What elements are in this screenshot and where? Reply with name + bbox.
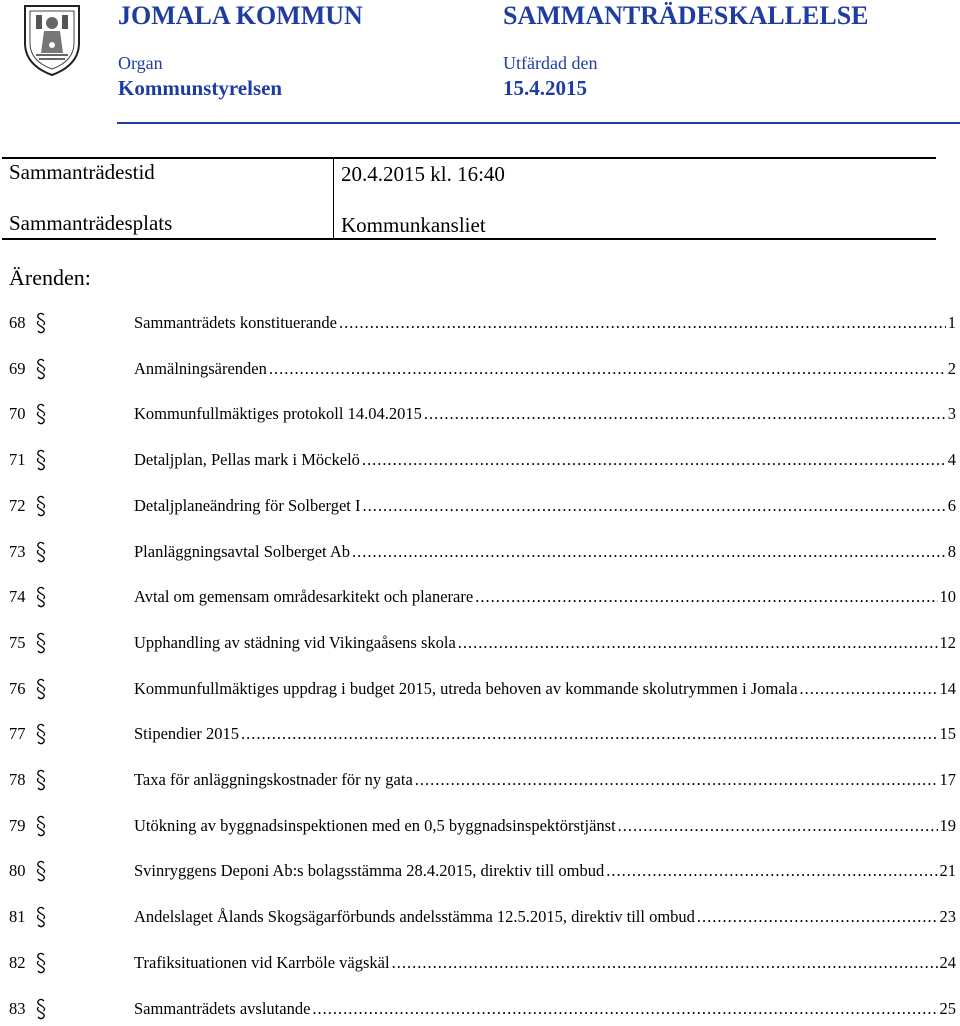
agenda-item-page: 8 xyxy=(947,542,956,561)
dot-leader xyxy=(362,450,946,470)
agenda-item-number: 78 xyxy=(9,770,26,789)
agenda-item-title: Stipendier 2015 xyxy=(134,724,239,743)
agenda-item-number: 82 xyxy=(9,953,26,972)
section-sign-icon xyxy=(34,632,48,654)
agenda-item-page: 3 xyxy=(947,404,956,423)
agenda-item-number: 68 xyxy=(9,313,26,332)
issued-date: 15.4.2015 xyxy=(503,76,587,100)
section-sign-icon xyxy=(34,678,48,700)
agenda-item-number: 79 xyxy=(9,816,26,835)
agenda-item-title: Sammanträdets avslutande xyxy=(134,999,311,1018)
agenda-item-page: 19 xyxy=(939,816,956,835)
agenda-item xyxy=(9,496,956,522)
agenda-item-title: Avtal om gemensam områdesarkitekt och planerare xyxy=(134,587,474,606)
agenda-item-number: 77 xyxy=(9,724,26,743)
coat-of-arms-logo xyxy=(22,3,82,77)
section-sign-icon xyxy=(34,495,48,517)
agenda-item-page: 15 xyxy=(939,724,956,743)
agenda-item-number: 83 xyxy=(9,999,26,1018)
agenda-item-number: 73 xyxy=(9,542,26,561)
agenda-item-title: Detaljplaneändring för Solberget I xyxy=(134,496,361,515)
agenda-item-title: Taxa för anläggningskostnader för ny gata xyxy=(134,770,413,789)
agenda-item xyxy=(9,404,956,430)
dot-leader xyxy=(352,542,946,562)
agenda-item-number: 69 xyxy=(9,359,26,378)
dot-leader xyxy=(415,770,938,790)
agenda-item-title: Svinryggens Deponi Ab:s bolagsstämma 28.4.2015, direktiv till ombud xyxy=(134,861,605,880)
issued-label: Utfärdad den xyxy=(503,53,598,73)
agenda-item xyxy=(9,313,956,339)
agenda-item-page: 10 xyxy=(939,587,956,606)
agenda-item-title: Utökning av byggnadsinspektionen med en 0,5 byggnadsinspektörstjänst xyxy=(134,816,616,835)
section-sign-icon xyxy=(34,403,48,425)
agenda-item-page: 1 xyxy=(947,313,956,332)
agenda-item xyxy=(9,816,956,842)
document-type-title: SAMMANTRÄDESKALLELSE xyxy=(503,1,869,30)
agenda-item xyxy=(9,587,956,613)
meeting-place-label: Sammanträdesplats xyxy=(9,211,173,235)
agenda-item-title: Planläggningsavtal Solberget Ab xyxy=(134,542,351,561)
agenda-item-title: Kommunfullmäktiges protokoll 14.04.2015 xyxy=(134,404,422,423)
section-sign-icon xyxy=(34,952,48,974)
agenda-item-number: 76 xyxy=(9,679,26,698)
dot-leader xyxy=(800,679,938,699)
meeting-time-value: 20.4.2015 kl. 16:40 xyxy=(341,162,505,186)
meeting-box-top-left xyxy=(2,157,333,159)
municipality-name: JOMALA KOMMUN xyxy=(118,1,363,30)
dot-leader xyxy=(458,633,938,653)
section-sign-icon xyxy=(34,815,48,837)
meeting-box-top-right xyxy=(333,157,936,159)
agenda-item-title: Trafiksituationen vid Karrböle vägskäl xyxy=(134,953,390,972)
section-sign-icon xyxy=(34,541,48,563)
agenda-item-page: 14 xyxy=(939,679,956,698)
agenda-item-page: 12 xyxy=(939,633,956,652)
agenda-item xyxy=(9,679,956,705)
section-sign-icon xyxy=(34,769,48,791)
agenda-item-number: 70 xyxy=(9,404,26,423)
agenda-item-number: 80 xyxy=(9,861,26,880)
agenda-item xyxy=(9,907,956,933)
agenda-item xyxy=(9,861,956,887)
section-sign-icon xyxy=(34,998,48,1020)
agenda-item-title: Kommunfullmäktiges uppdrag i budget 2015, utreda behoven av kommande skolutrymmen i Jomala xyxy=(134,679,798,698)
agenda-item-number: 81 xyxy=(9,907,26,926)
section-sign-icon xyxy=(34,449,48,471)
section-sign-icon xyxy=(34,358,48,380)
agenda-item-number: 72 xyxy=(9,496,26,515)
agenda-item-page: 6 xyxy=(947,496,956,515)
agenda-item xyxy=(9,724,956,750)
agenda-item-title: Sammanträdets konstituerande xyxy=(134,313,337,332)
agenda-item xyxy=(9,450,956,476)
agenda-item-page: 24 xyxy=(939,953,956,972)
organ-value: Kommunstyrelsen xyxy=(118,76,283,100)
dot-leader xyxy=(392,953,938,973)
header-rule xyxy=(117,122,960,124)
dot-leader xyxy=(697,907,938,927)
agenda-item xyxy=(9,633,956,659)
dot-leader xyxy=(475,587,937,607)
agenda-item-page: 23 xyxy=(939,907,956,926)
agenda-item xyxy=(9,953,956,979)
meeting-box-divider xyxy=(333,157,334,239)
agenda-item-number: 75 xyxy=(9,633,26,652)
dot-leader xyxy=(424,404,946,424)
agenda-item-page: 21 xyxy=(939,861,956,880)
dot-leader xyxy=(312,999,937,1019)
meeting-time-label: Sammanträdestid xyxy=(9,160,155,184)
agenda-item xyxy=(9,999,956,1025)
organ-label: Organ xyxy=(118,53,163,73)
meeting-box-bottom xyxy=(2,238,936,240)
dot-leader xyxy=(363,496,946,516)
agenda-item-title: Anmälningsärenden xyxy=(134,359,267,378)
agenda-item-number: 71 xyxy=(9,450,26,469)
agenda-item-title: Upphandling av städning vid Vikingaåsens skola xyxy=(134,633,456,652)
section-sign-icon xyxy=(34,906,48,928)
agenda-item-page: 2 xyxy=(947,359,956,378)
agenda-item xyxy=(9,542,956,568)
dot-leader xyxy=(339,313,946,333)
section-sign-icon xyxy=(34,312,48,334)
agenda-item-title: Detaljplan, Pellas mark i Möckelö xyxy=(134,450,360,469)
dot-leader xyxy=(269,359,946,379)
section-sign-icon xyxy=(34,723,48,745)
agenda-item-page: 25 xyxy=(939,999,956,1018)
section-sign-icon xyxy=(34,860,48,882)
agenda-item-number: 74 xyxy=(9,587,26,606)
section-sign-icon xyxy=(34,586,48,608)
dot-leader xyxy=(618,816,938,836)
agenda-item xyxy=(9,359,956,385)
meeting-place-value: Kommunkansliet xyxy=(341,213,486,237)
dot-leader xyxy=(241,724,938,744)
dot-leader xyxy=(606,861,937,881)
agenda-item-page: 17 xyxy=(939,770,956,789)
agenda-item xyxy=(9,770,956,796)
agenda-item-title: Andelslaget Ålands Skogsägarförbunds andelsstämma 12.5.2015, direktiv till ombud xyxy=(134,907,695,926)
agenda-heading: Ärenden: xyxy=(9,265,91,290)
agenda-item-page: 4 xyxy=(947,450,956,469)
